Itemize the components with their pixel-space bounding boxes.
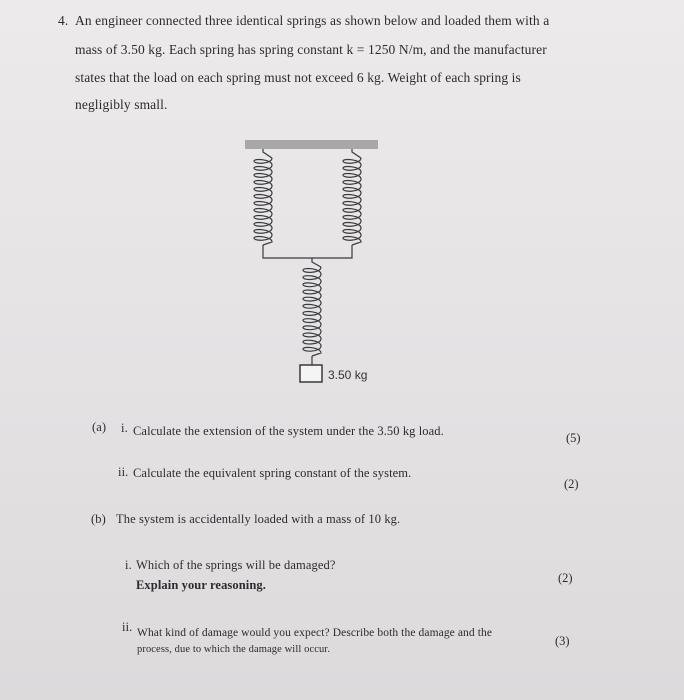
part-b-ii-marks: (3) xyxy=(555,634,570,648)
part-a-ii-text: Calculate the equivalent spring constant of the system. xyxy=(133,466,412,480)
part-a-i-text: Calculate the extension of the system under the 3.50 kg load. xyxy=(133,424,444,438)
part-b-i-text2: Explain your reasoning. xyxy=(136,578,266,592)
question-line-1: An engineer connected three identical springs as shown below and loaded them with a xyxy=(75,13,550,28)
ceiling-support xyxy=(245,140,378,149)
question-line-4: negligibly small. xyxy=(75,97,168,112)
question-number: 4. xyxy=(58,13,69,28)
mass-box xyxy=(300,365,322,382)
part-a-i-marks: (5) xyxy=(566,431,581,445)
question-line-2: mass of 3.50 kg. Each spring has spring constant k = 1250 N/m, and the manufacturer xyxy=(75,42,547,57)
part-a-label: (a) xyxy=(92,420,107,434)
part-a-ii-marks: (2) xyxy=(564,477,579,491)
part-b-ii-text: What kind of damage would you expect? Describe both the damage and the xyxy=(137,627,493,639)
part-b-ii-text2: process, due to which the damage will occur. xyxy=(137,644,331,655)
left-spring xyxy=(254,149,312,258)
part-b-i-label: i. xyxy=(125,558,132,572)
part-a-i-label: i. xyxy=(121,421,128,435)
part-b-ii-label: ii. xyxy=(122,620,133,634)
bottom-spring xyxy=(303,258,321,365)
part-b-i-marks: (2) xyxy=(558,571,573,585)
part-b-label: (b) xyxy=(91,512,106,526)
right-spring xyxy=(312,149,361,258)
part-b-i-text: Which of the springs will be damaged? xyxy=(136,558,336,572)
question-line-3: states that the load on each spring must not exceed 6 kg. Weight of each spring is xyxy=(75,70,521,85)
mass-label: 3.50 kg xyxy=(328,368,368,382)
part-a-ii-label: ii. xyxy=(118,465,129,479)
part-b-text: The system is accidentally loaded with a mass of 10 kg. xyxy=(116,512,401,526)
